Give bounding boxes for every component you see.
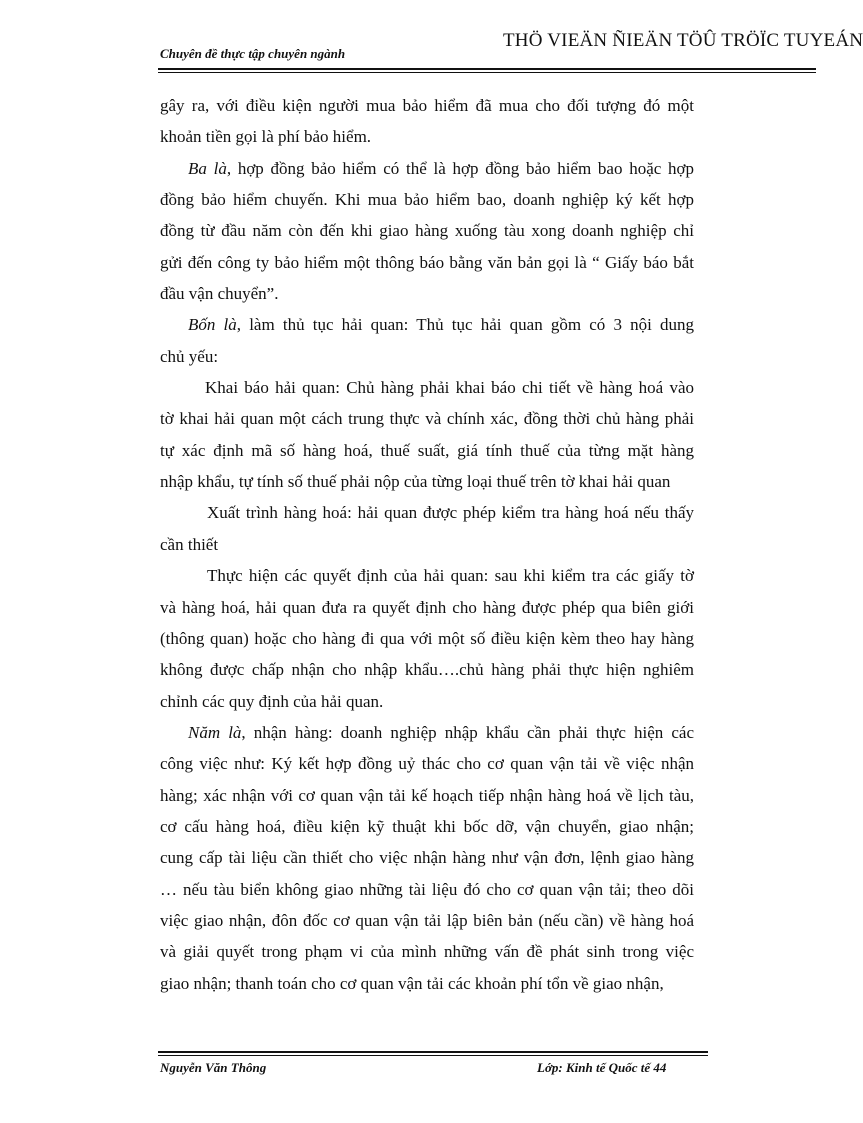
paragraph-line [160,905,694,936]
paragraph-line [160,842,694,873]
paragraph-line [160,968,694,999]
line-text: Thực hiện các quyết định của hải quan: sau khi kiểm tra các giấy tờ [207,566,694,586]
line-text: và giải quyết trong phạm vi của mình những vấn đề phát sinh trong việc [160,942,694,962]
header-rule-thin [158,72,816,73]
line-text: … nếu tàu biển không giao những tài liệu đó cho cơ quan vận tải; theo dõi [160,879,694,899]
line-text: , hợp đồng bảo hiểm có thể là hợp đồng bảo hiểm bao hoặc hợp [226,158,695,178]
line-text: gửi đến công ty bảo hiểm một thông báo bằng văn bản gọi là “ Giấy báo bắt [160,252,694,272]
paragraph-line [160,121,694,152]
line-text: , làm thủ tục hải quan: Thủ tục hải quan gồm có 3 nội dung [236,315,695,335]
paragraph-line [160,717,694,748]
line-text: và hàng hoá, hải quan đưa ra quyết định cho hàng được phép qua biên giới [160,597,694,617]
footer-author: Nguyễn Văn Thông [160,1060,267,1075]
line-text: công việc như: Ký kết hợp đồng uỷ thác cho cơ quan vận tải về việc nhận [160,754,694,774]
line-text: việc giao nhận, đôn đốc cơ quan vận tải lập biên bản (nếu cần) về hàng hoá [160,910,694,930]
paragraph-line [160,497,694,528]
paragraph-line [160,811,694,842]
paragraph-line [160,560,694,591]
line-text: , nhận hàng: doanh nghiệp nhập khẩu cần phải thực hiện các [241,722,694,742]
paragraph-line [160,341,694,372]
line-text: Khai báo hải quan: Chủ hàng phải khai báo chi tiết về hàng hoá vào [205,378,694,398]
paragraph-line [160,623,694,654]
paragraph-line [160,654,694,685]
paragraph-line [160,780,694,811]
line-text: đồng bảo hiểm chuyến. Khi mua bảo hiểm bao, doanh nghiệp ký kết hợp [160,190,694,210]
line-text: chỉnh các quy định của hải quan. [160,691,384,711]
paragraph-lead: Năm là [188,722,242,742]
line-text: nhập khẩu, tự tính số thuế phải nộp của từng loại thuế trên tờ khai hải quan [160,472,671,492]
line-text: giao nhận; thanh toán cho cơ quan vận tải các khoản phí tổn về giao nhận, [160,973,664,993]
line-text: cung cấp tài liệu cần thiết cho việc nhận hàng như vận đơn, lệnh giao hàng [160,848,694,868]
paragraph-line [160,215,694,246]
line-text: Xuất trình hàng hoá: hải quan được phép kiểm tra hàng hoá nếu thấy [207,503,694,523]
footer-rule-thin [158,1055,708,1056]
footer-rule [158,1051,708,1053]
paragraph-line [160,435,694,466]
line-text: không được chấp nhận cho nhập khẩu….chủ hàng phải thực hiện nghiêm [160,660,694,680]
paragraph-line [160,874,694,905]
paragraph-lead: Bốn là [188,315,237,335]
paragraph-line [160,748,694,779]
paragraph-lead: Ba là [188,158,227,178]
paragraph-line [160,309,694,340]
paragraph-line [160,247,694,278]
line-text: (thông quan) hoặc cho hàng đi qua với một số điều kiện kèm theo hay hàng [160,628,694,648]
paragraph-line [160,153,694,184]
paragraph-line [160,529,694,560]
paragraph-line [160,184,694,215]
paragraph-line [160,372,694,403]
line-text: gây ra, với điều kiện người mua bảo hiểm đã mua cho đối tượng đó một [160,96,694,115]
footer-class: Lớp: Kinh tế Quốc tế 44 [537,1060,667,1075]
line-text: tờ khai hải quan một cách trung thực và chính xác, đồng thời chủ hàng phải [160,409,694,429]
paragraph-line [160,90,694,121]
line-text: khoản tiền gọi là phí bảo hiểm. [160,127,372,147]
line-text: cơ cấu hàng hoá, điều kiện kỹ thuật khi bốc dỡ, vận chuyển, giao nhận; [160,816,694,836]
paragraph-line [160,936,694,967]
line-text: cần thiết [160,534,219,554]
header-rule [158,68,816,70]
paragraph-line [160,466,694,497]
line-text: đồng từ đầu năm còn đến khi giao hàng xuống tàu xong doanh nghiệp chỉ [160,221,694,241]
running-header-library: THÖ VIEÄN ÑIEÄN TÖÛ TRÖÏC TUYEÁN [503,30,863,51]
line-text: hàng; xác nhận với cơ quan vận tải kế hoạch tiếp nhận hàng hoá về lịch tàu, [160,785,694,805]
running-header-title: Chuyên đề thực tập chuyên ngành [160,46,346,61]
document-body [160,90,694,999]
paragraph-line [160,278,694,309]
paragraph-line [160,403,694,434]
line-text: chủ yếu: [160,346,219,366]
paragraph-line [160,592,694,623]
line-text: tự xác định mã số hàng hoá, thuế suất, giá tính thuế của từng mặt hàng [160,440,694,460]
paragraph-line [160,686,694,717]
line-text: đầu vận chuyển”. [160,284,279,304]
